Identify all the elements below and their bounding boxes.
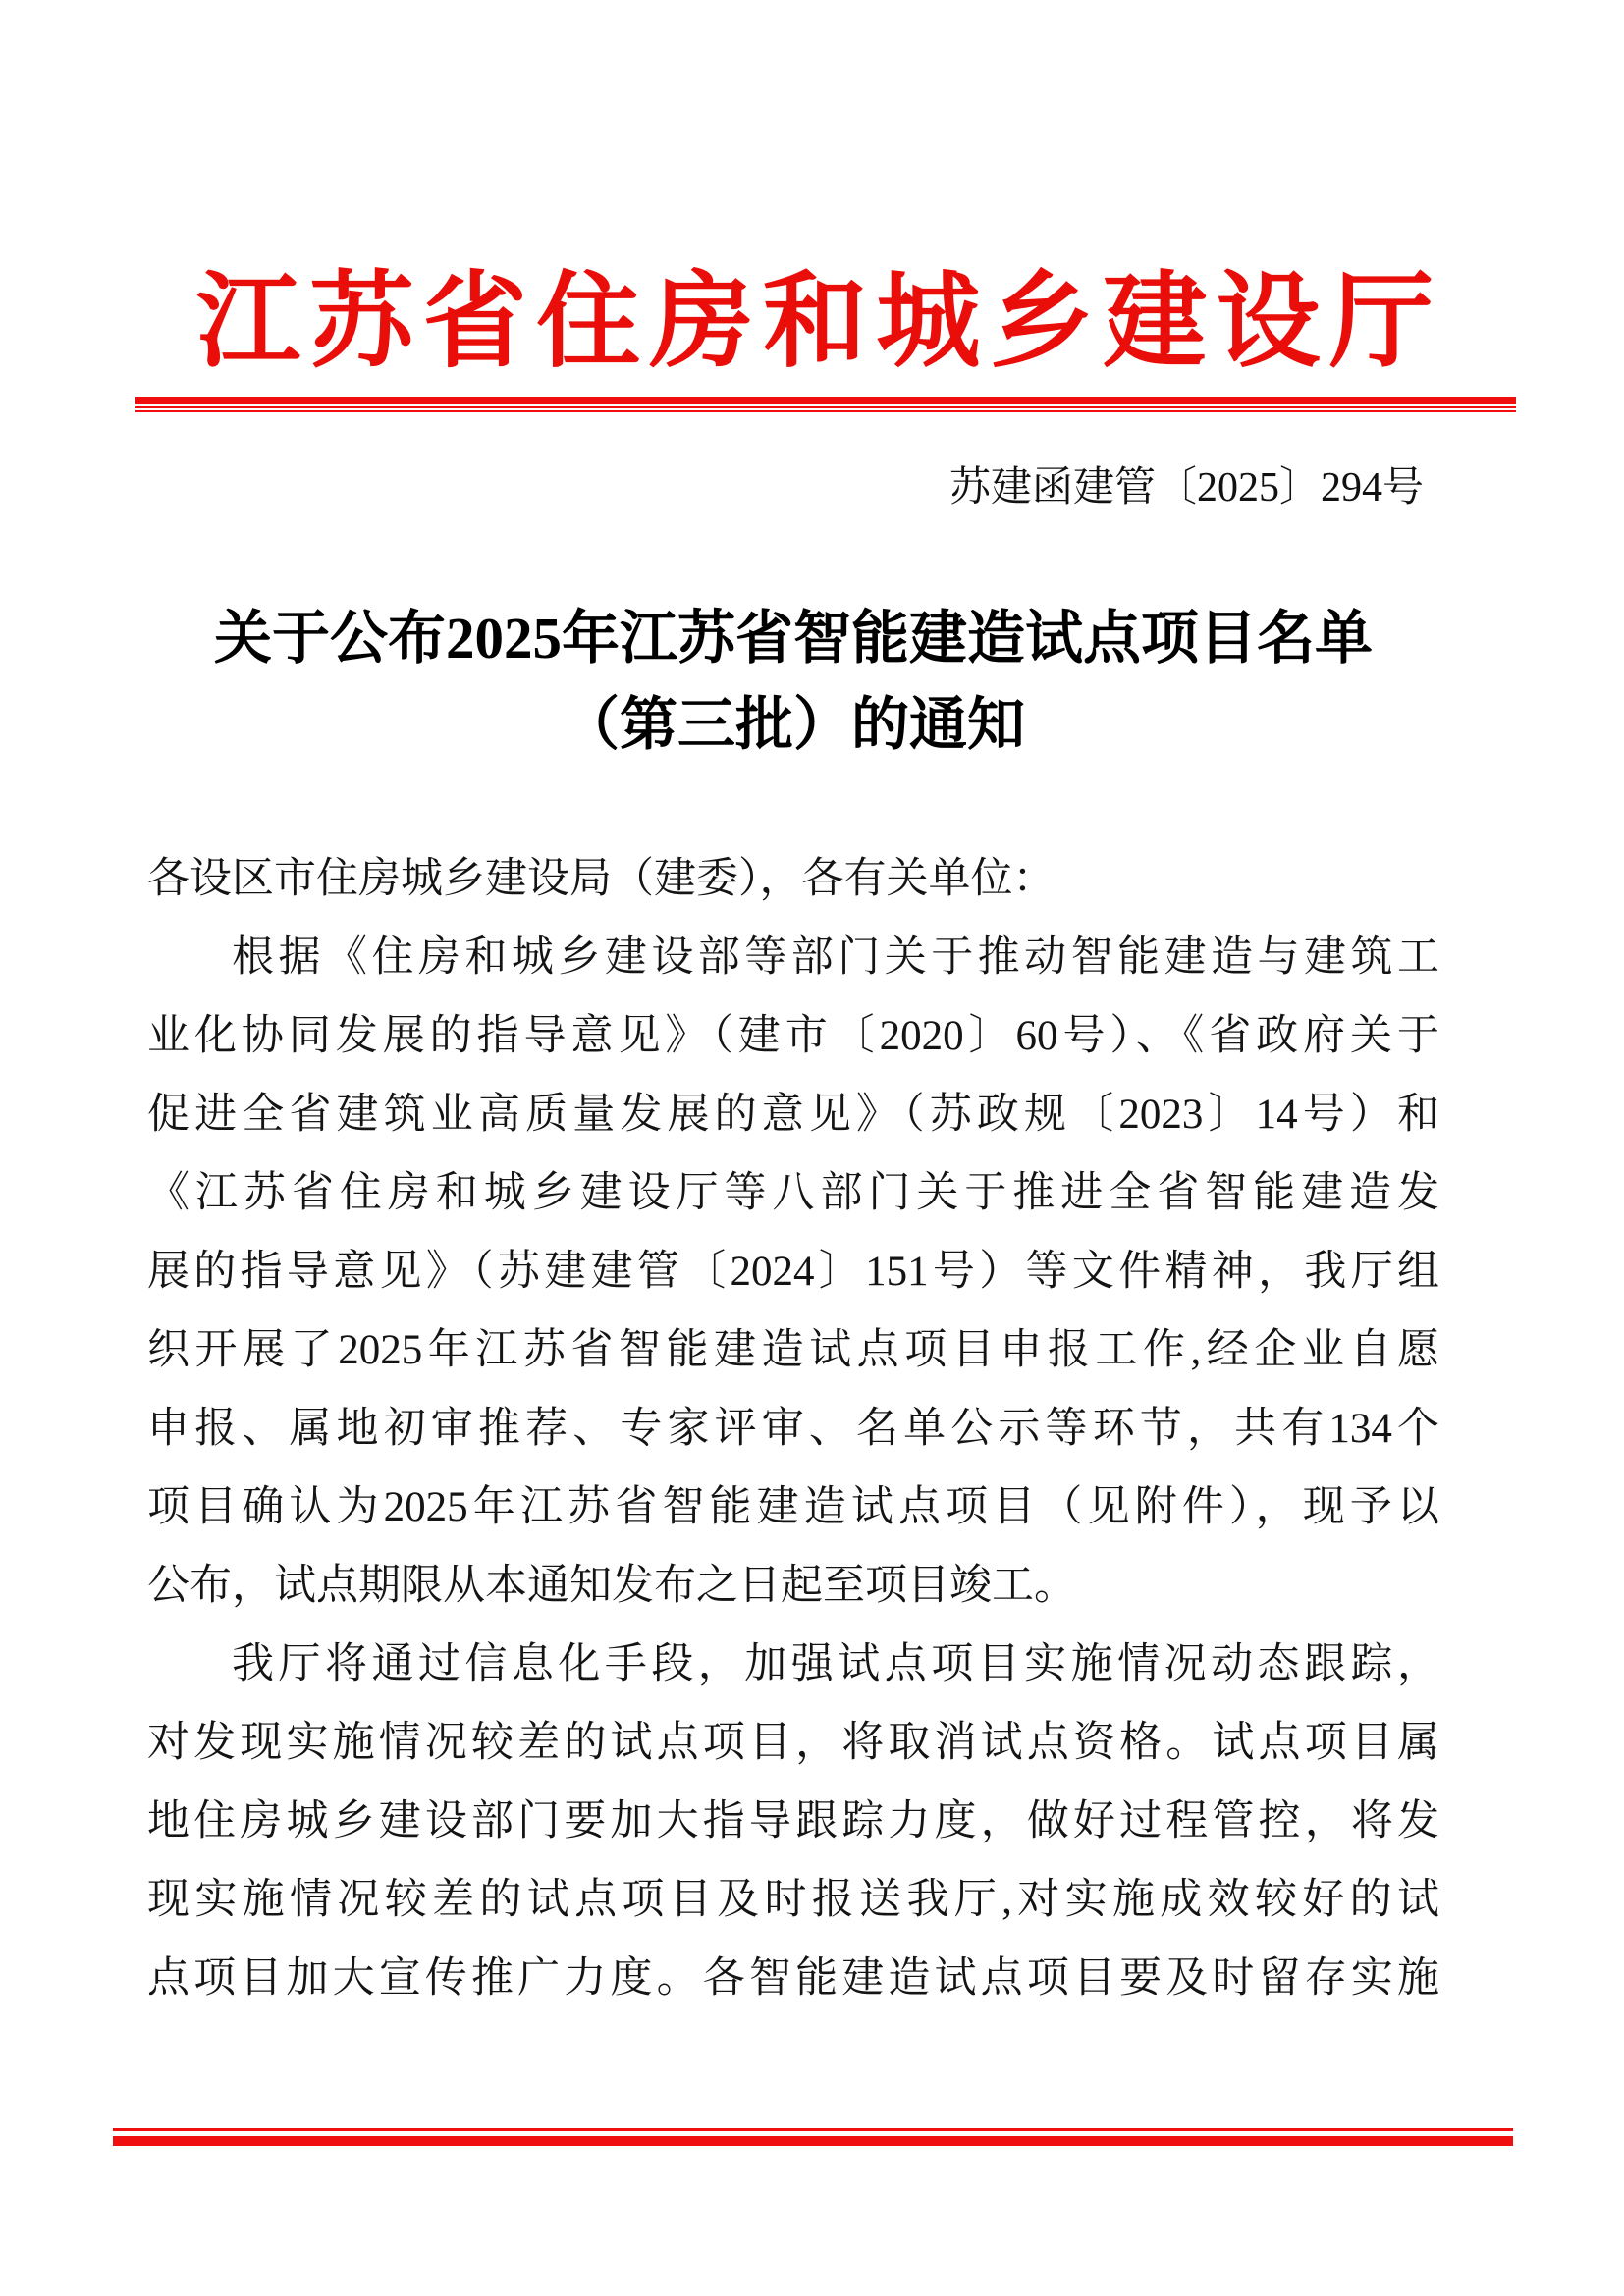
footer-divider-thick-stripe (113, 2136, 1513, 2146)
body-line: 促进全省建筑业高质量发展的意见》（苏政规〔2023〕14号）和 (147, 1092, 1439, 1138)
body-line: 业化协同发展的指导意见》（建市〔2020〕60号）、《省政府关于 (147, 1013, 1439, 1059)
letterhead-divider (135, 397, 1516, 412)
body-line: 《江苏省住房和城乡建设厅等八部门关于推进全省智能建造发 (147, 1170, 1439, 1216)
footer-divider (113, 2128, 1513, 2146)
letterhead-org-name: 江苏省住房和城乡建设厅 (196, 265, 1434, 380)
body-line: 现实施情况较差的试点项目及时报送我厅,对实施成效较好的试 (147, 1877, 1439, 1923)
letterhead-divider-thick-stripe (135, 397, 1516, 404)
body-line: 地住房城乡建设部门要加大指导跟踪力度，做好过程管控，将发 (147, 1798, 1439, 1844)
body-line: 我厅将通过信息化手段，加强试点项目实施情况动态跟踪， (232, 1641, 1439, 1687)
document-reference-number: 苏建函建管〔2025〕294号 (948, 465, 1424, 510)
body-line: 对发现实施情况较差的试点项目，将取消试点资格。试点项目属 (147, 1720, 1439, 1766)
letterhead-divider-thin-stripe-2 (135, 410, 1516, 412)
notice-title-line2: （第三批）的通知 (561, 692, 1025, 757)
salutation-line: 各设区市住房城乡建设局（建委），各有关单位： (147, 856, 1056, 902)
body-line: 织开展了2025年江苏省智能建造试点项目申报工作,经企业自愿 (147, 1327, 1439, 1373)
notice-title (147, 595, 1439, 768)
body-line: 根据《住房和城乡建设部等部门关于推动智能建造与建筑工 (232, 934, 1439, 981)
body-line: 展的指导意见》（苏建建管〔2024〕151号）等文件精神，我厅组 (147, 1249, 1439, 1295)
body-line: 申报、属地初审推荐、专家评审、名单公示等环节，共有134个 (147, 1406, 1439, 1452)
body-line: 公布，试点期限从本通知发布之日起至项目竣工。 (147, 1563, 1076, 1609)
notice-title-line1: 关于公布2025年江苏省智能建造试点项目名单 (213, 606, 1373, 670)
notice-body (147, 840, 1439, 2018)
body-line: 项目确认为2025年江苏省智能建造试点项目（见附件），现予以 (147, 1484, 1439, 1530)
body-line: 点项目加大宣传推广力度。各智能建造试点项目要及时留存实施 (147, 1955, 1439, 2002)
